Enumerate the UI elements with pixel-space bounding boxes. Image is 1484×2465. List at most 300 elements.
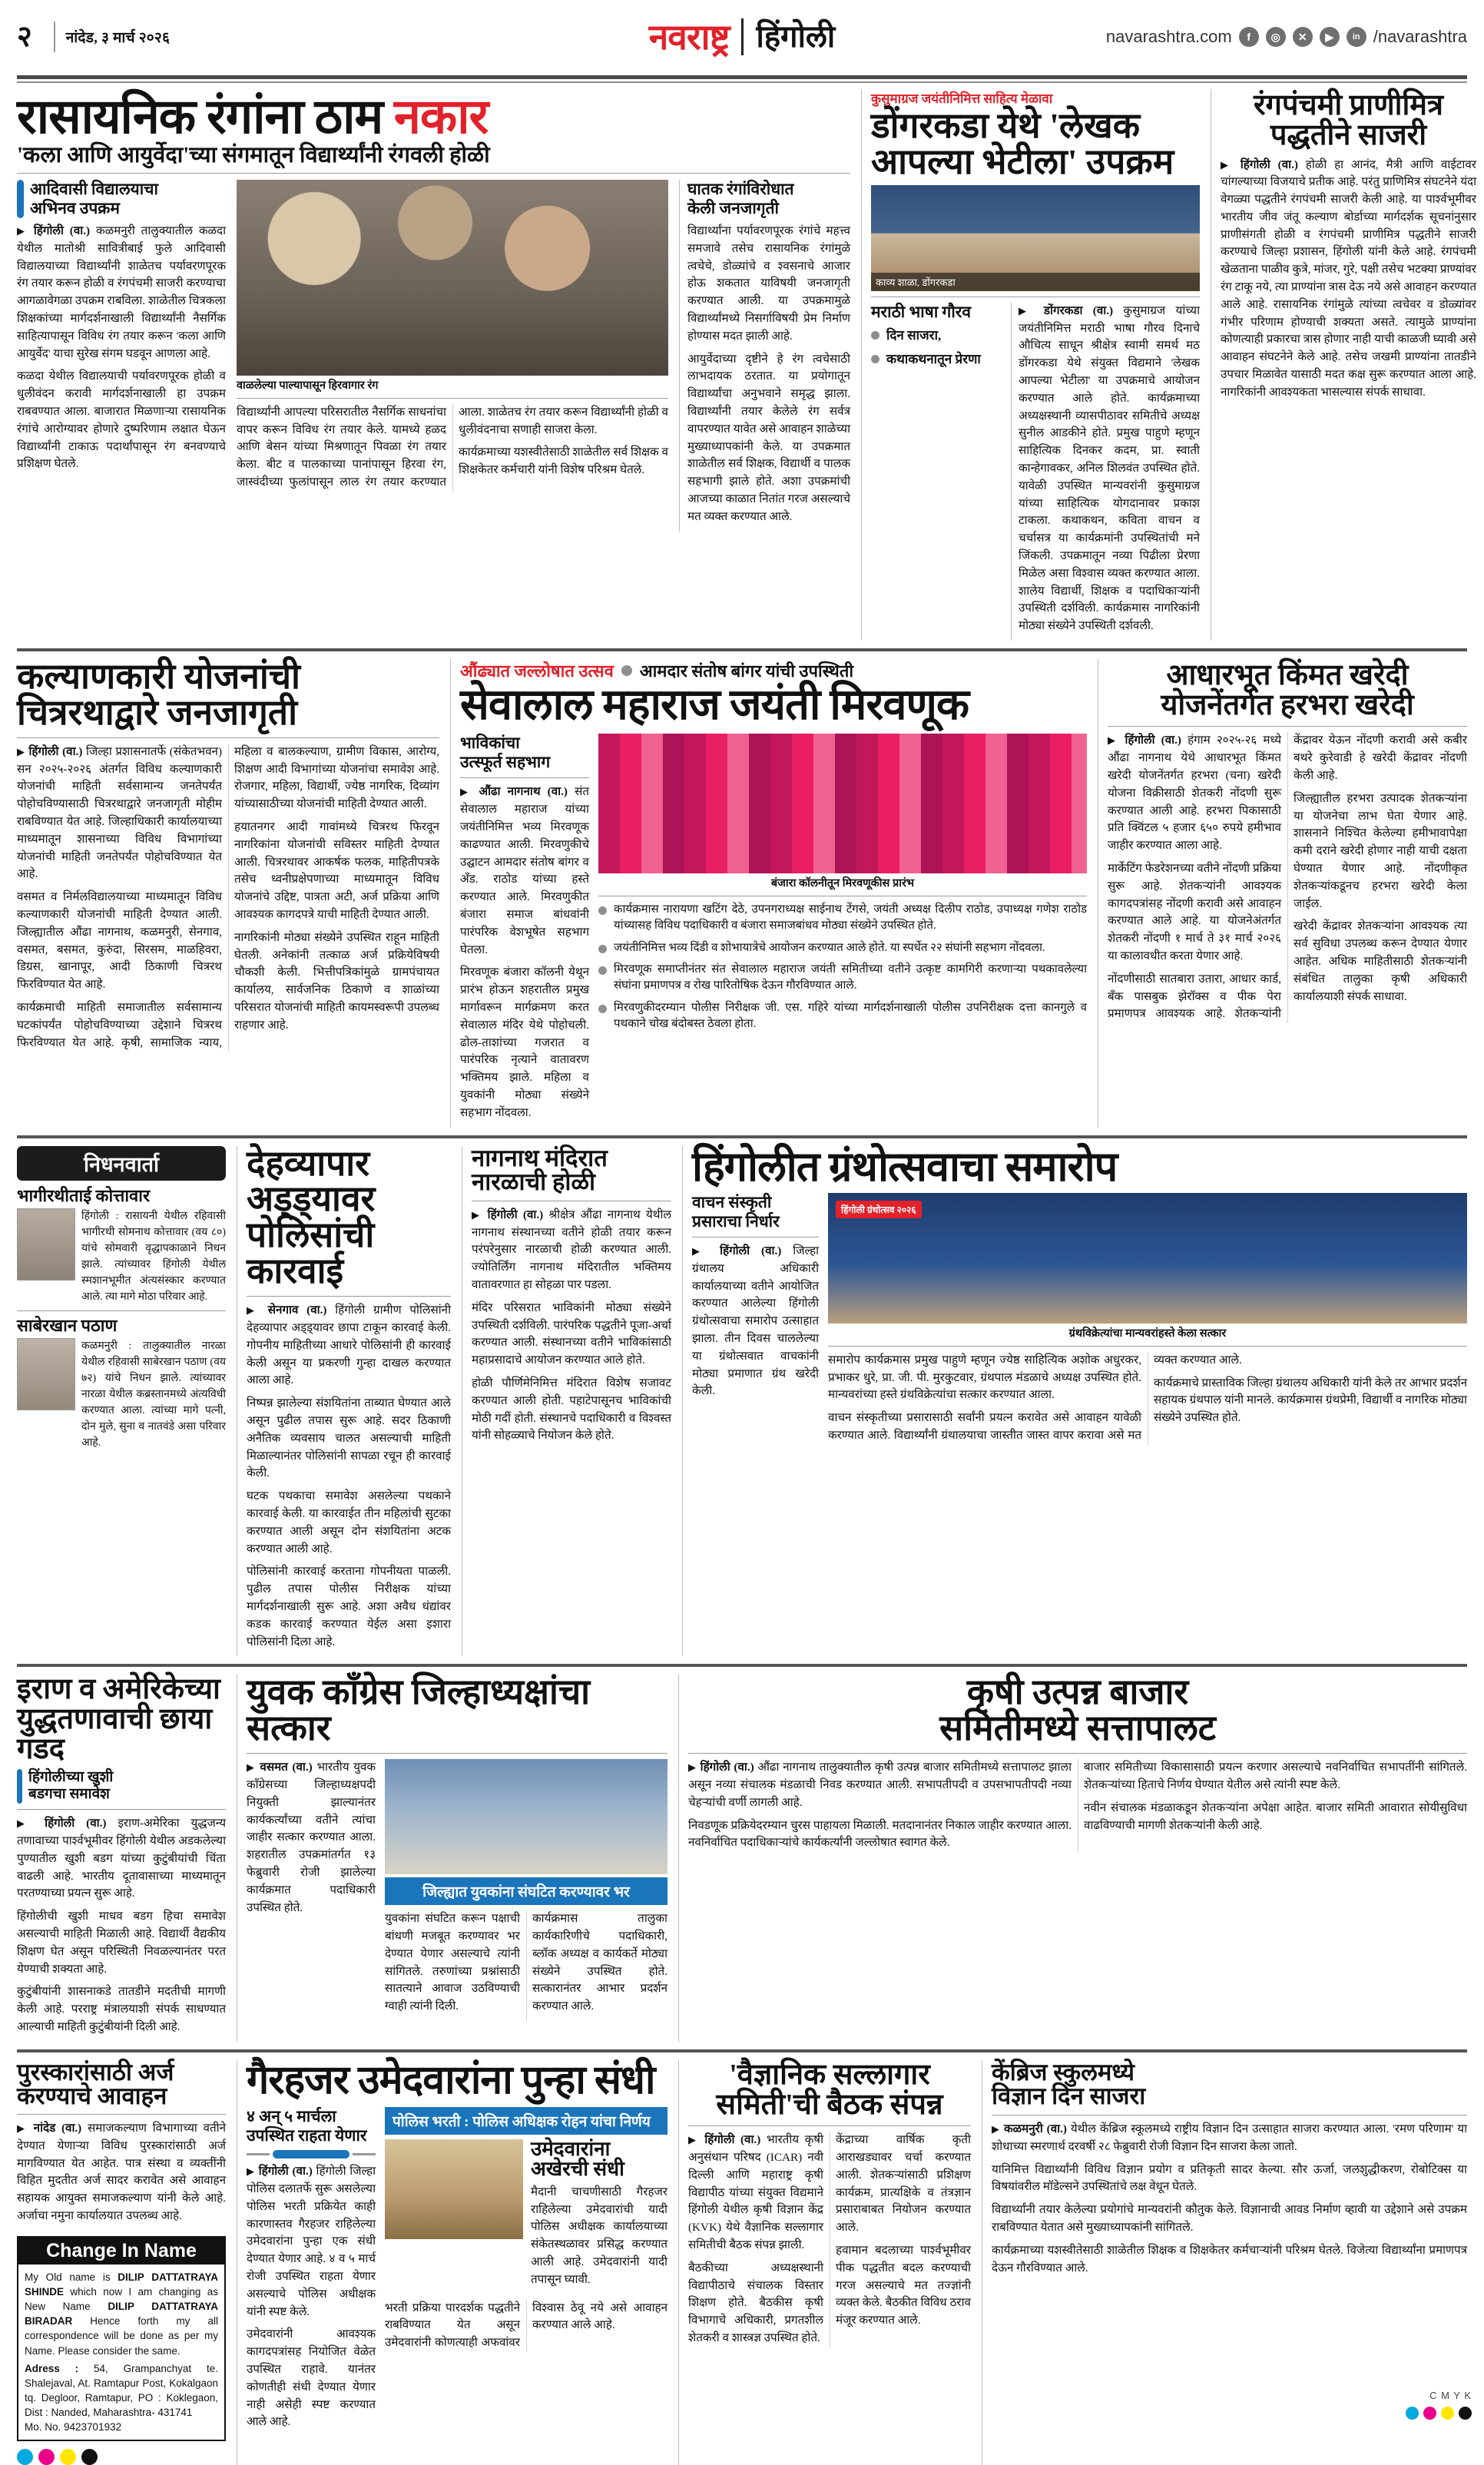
second-band (11, 656, 1473, 1128)
dehvyapar-rule (247, 1296, 451, 1297)
gairhajar-bottom-body (385, 2300, 667, 2352)
gairhajar-p2: उमेदवारांनी आवश्यक कागदपत्रांसह नियोजित वेळेत उपस्थित राहावे. यानंतर कोणतीही संधी देण्यात येणार नाही असेही स्पष्ट करण्यात आले आहे. (247, 2328, 376, 2429)
lead-body-p1: कळमनुरी तालुक्यातील कळदा येथील मातोश्री सावित्रीबाई फुले आदिवासी विद्यालयाच्या विद्यार्थ्यांनी शाळेतच पर्यावरणपूरक रंग तयार करून होळी व रंगपंचमी साजरी करण्याचा आगळावेगळा उपक्रम राबविला. शाळेतील चित्रकला शिक्षकांच्या मार्गदर्शनाखाली विद्यार्थ्यांनी नैसर्गिक साहित्यापासून विविध रंग तयार करून 'कला आणि आयुर्वेद' याचा सुरेख संगम घडवून आणला आहे. (17, 224, 227, 360)
yuvak-congress-headline: युवक काँग्रेस जिल्हाध्यक्षांचा सत्कार (247, 1672, 591, 1748)
obituary-content (17, 1208, 226, 1305)
krushi-rule (688, 1753, 1467, 1754)
krushi-body (688, 1759, 1467, 1852)
puraskar-body (17, 2120, 226, 2225)
third-band (11, 1143, 1473, 1657)
harbhara-headline (1108, 658, 1467, 721)
gairhajar-dek (247, 2107, 376, 2145)
granthotsav-banner: हिंगोली ग्रंथोत्सव २०२६ (836, 1201, 922, 1218)
yuvak-congress-text-col (247, 1759, 376, 2021)
cmyk-registration-marks (17, 2449, 226, 2465)
gairhajar-right (385, 2107, 667, 2437)
iran-headline-line1: इराण व अमेरिकेच्या (17, 1673, 220, 1706)
band-divider-1 (17, 648, 1467, 651)
cmyk-letters: C M Y K (1429, 2390, 1472, 2401)
linkedin-icon[interactable]: in (1347, 27, 1366, 47)
yuvak-congress-p1: भारतीय युवक काँग्रेसच्या जिल्हाध्यक्षपदी नियुक्ती झाल्यानंतर कार्यकर्त्यांच्या वतीने त्यांचा जाहीर सत्कार करण्यात आला. शहरातील उपक्रमांतर्गत १३ फेब्रुवारी रोजी झालेल्या कार्यक्रमात पदाधिकारी उपस्थित होते. (247, 1761, 376, 1914)
chitrarath-rule (17, 737, 439, 738)
lead-subhead: 'कला आणि आयुर्वेदा'च्या संगमातून विद्यार्थ्यांनी रंगवली होळी (17, 143, 490, 168)
iran-dek-block (17, 1769, 226, 1804)
story-cambridge (982, 2060, 1467, 2465)
instagram-icon[interactable]: ◎ (1266, 27, 1286, 47)
sevalal-photo-caption: बंजारा कॉलनीतून मिरवणूकीस प्रारंभ (770, 877, 915, 890)
youth-congress-felicitation-photo (385, 1759, 667, 1874)
dehvyapar-p1: हिंगोली ग्रामीण पोलिसांनी देहव्यापार अड्ड्यावर छापा टाकून कारवाई केली. गोपनीय माहितीच्या आधारे पोलिसांनी ही कारवाई केली असून या प्रकरणी गुन्हा दाखल करण्यात आला आहे. (247, 1304, 452, 1387)
gairhajar-p3: मैदानी चाचणीसाठी गैरहजर राहिलेल्या उमेदवारांची यादी पोलिस अधीक्षक कार्यालयाच्या संकेतस्थळावर प्रसिद्ध करण्यात आली आहे. उमेदवारांनी यादी तपासून घ्यावी. (531, 2185, 667, 2286)
lead-rule (17, 173, 850, 174)
dongarkada-photo-caption: काव्य शाळा, डोंगरकडा (871, 273, 1200, 291)
masthead-rule-thin (17, 81, 1467, 83)
lead-body-p4: कार्यक्रमाच्या यशस्वीतेसाठी शाळेतील सर्व शिक्षक व शिक्षकेतर कर्मचारी यांनी विशेष परिश्रम घेतले. (459, 446, 668, 477)
yuvak-congress-byline: वसमत (वा.) (260, 1761, 313, 1774)
lead-mid-dek-line1: घातक रंगांविरोधात (687, 179, 794, 198)
chitrarath-p3: कार्यक्रमाची माहिती समाजातील सर्वसामान्य घटकांपर्यंत पोहोचविण्याच्या उद्देशाने चित्ररथ फिरविण्यात येत आहे. कृषी, सामाजिक न्याय, महिला व बालकल्याण, ग्रामीण विकास, आरोग्य, शिक्षण आदी विभागांच्या योजनांचा समावेश आहे. रोजगार, महिला, विद्यार्थी, ज्येष्ठ नागरिक, दिव्यांग यांच्यासाठीच्या योजनांची माहिती देण्यात आली. (17, 744, 439, 1049)
obituary-portrait-photo (17, 1208, 75, 1281)
cmyk-registration-marks-right (1406, 2407, 1472, 2420)
vaidnyanik-byline: हिंगोली (वा.) (704, 2133, 761, 2147)
vaidnyanik-headline-line2: समिती'ची बैठक संपन्न (716, 2088, 943, 2121)
iran-dek-line1: हिंगोलीच्या खुशी (28, 1768, 114, 1785)
puraskar-byline: नांदेड (वा.) (33, 2121, 82, 2135)
vaidnyanik-headline (688, 2060, 971, 2120)
byline-triangle-icon: ▶ (692, 1245, 709, 1257)
magenta-dot-icon (1423, 2407, 1436, 2420)
granthotsav-photo-rule (828, 1346, 1467, 1347)
story-chitrarath (17, 656, 439, 1128)
dongarkada-body-p1: कुसुमाग्रज यांच्या जयंतीनिमित्त मराठी भाषा गौरव दिनाचे औचित्य साधून श्रीक्षेत्र स्वामी समर्थ मठ डोंगरकडा येथे संयुक्त विद्यमाने 'लेखक आपल्या भेटीला' या उपक्रमाचे आयोजन करण्यात आले होते. कार्यक्रमाच्या अध्यक्षस्थानी व्यासपीठावर समितीचे अध्यक्ष सुनील आडकीने होते. प्रमुख पाहुणे म्हणून साहित्यिक दिनकर कदम, प्रा. स्वाती कान्हेगावकर, अनिल शिलवंत उपस्थित होते. यावेळी उपस्थित मान्यवरांनी कुसुमाग्रज यांच्या साहित्यिक योगदानावर प्रकाश टाकला. कथाकथन, कविता वाचन व चर्चासत्र या कार्यक्रमांनी उपस्थितांची मने जिंकली. उपक्रमातून नव्या पिढीला प्रेरणा मिळेल असा विश्वास व्यक्त करण्यात आला. शालेय विद्यार्थी, शिक्षक व पदाधिकाऱ्यांनी उपस्थिती दर्शविली. कार्यक्रमास नागरिकांनी मोठ्या संख्येने उपस्थिती दर्शवली. (1019, 303, 1201, 633)
iran-p1: इराण-अमेरिका युद्धजन्य तणावाच्या पार्श्वभूमीवर हिंगोली येथील अडकलेल्या पुण्यातील खुशी बडग यांच्या कुटुंबीयांची चिंता वाढली आहे. भारतीय दूतावासाच्या माध्यमातून परतण्याच्या प्रयत्न सुरू आहे. (17, 1817, 227, 1900)
lead-byline: हिंगोली (वा.) (33, 224, 91, 238)
byline-triangle-icon: ▶ (1108, 734, 1119, 747)
vaidnyanik-rule (688, 2125, 971, 2126)
rangpanchami-headline-line2: पद्धतीने साजरी (1270, 118, 1427, 151)
gairhajar-row (247, 2107, 667, 2437)
dongarkada-dek: मराठी भाषा गौरव (871, 302, 972, 321)
obituary-name: भागीरथीताई कोत्तावार (17, 1185, 150, 1205)
iran-dek (28, 1769, 113, 1804)
dehvyapar-byline: सेनगाव (वा.) (267, 1304, 327, 1317)
iran-rule (17, 1809, 226, 1810)
sevalal-right-col (598, 734, 1087, 1128)
harbhara-p4: जिल्ह्यातील हरभरा उत्पादक शेतकऱ्यांना या योजनेचा लाभ घेता येणार आहे. शासनाने निश्चित केलेल्या हमीभावापेक्षा कमी दराने खरेदी होणार नाही याची दक्षता घेण्यात येणार आहे. नोंदणीकृत शेतकऱ्यांकडूनच हरभरा खरेदी केला जाईल. (1294, 791, 1467, 910)
nagnath-body (472, 1207, 671, 1445)
magenta-dot-icon (38, 2449, 55, 2465)
band-divider-4 (17, 2049, 1467, 2053)
dongarkada-headline-line1: डोंगरकडा येथे 'लेखक (871, 106, 1141, 145)
cambridge-body (992, 2121, 1467, 2277)
fourth-band (11, 1672, 1473, 2041)
lead-body-p2: कळदा येथील विद्यालयाची पर्यावरणपूरक होळी व धुलीवंदन करावी मार्गदर्शनाखाली हा उपक्रम राबवण्यात आला. बाजारात मिळणाऱ्या रासायनिक रंगांचे आरोग्यावर होणारे दुष्परिणाम लक्षात घेऊन विद्यार्थ्यांनी टाकाऊ पदार्थांपासून रंग बनवण्याचे प्रशिक्षण घेतले. (17, 369, 226, 471)
lead-dek-block (17, 180, 226, 218)
change-in-name-title: Change In Name (18, 2238, 224, 2265)
chitrarath-body (17, 744, 439, 1052)
list-item: मिरवणुकीदरम्यान पोलीस निरीक्षक जी. एस. गहिरे यांच्या मार्गदर्शनाखाली पोलीस उपनिरीक्षक दत्ता कानगुले व पथकाने चोख बंदोबस्त ठेवला होता. (598, 1000, 1087, 1033)
lead-body-col1 (17, 223, 226, 473)
puraskar-p1: समाजकल्याण विभागाच्या वतीने देण्यात येणाऱ्या विविध पुरस्कारांसाठी अर्ज मागविण्यात येत आहेत. पात्र संस्था व व्यक्तींनी विहित मुदतीत अर्ज सादर करावेत असे आवाहन सहायक आयुक्त समाजकल्याण यांनी केले आहे. अर्जाचा नमुना कार्यालयात उपलब्ध आहे. (17, 2121, 227, 2222)
chitrarath-byline: हिंगोली (वा.) (28, 744, 83, 758)
sevalal-p1: संत सेवालाल महाराज यांच्या जयंतीनिमित्त भव्य मिरवणूक काढण्यात आली. मिरवणुकीचे उद्घाटन आमदार संतोष बांगर व अँड. राठोड यांच्या हस्ते करण्यात आले. मिरवणुकीत बंजारा समाज बांधवांनी पारंपरिक वेशभूषेत सहभाग घेतला. (460, 785, 590, 956)
nagnath-p1: श्रीक्षेत्र औंढा नागनाथ येथील नागनाथ संस्थानच्या वतीने होळी तयार करून परंपरेनुसार नारळाची होळी करण्यात आली. ज्योतिर्लिंग नागनाथ मंदिरातील भक्तिमय वातावरणात हा सोहळा पार पडला. (472, 1208, 672, 1291)
gairhajar-p4: भरती प्रक्रिया पारदर्शक पद्धतीने राबविण्यात येत असून उमेदवारांनी कोणत्याही अफवांवर विश्वास ठेवू नये असे आवाहन करण्यात आले आहे. (385, 2301, 667, 2350)
sevalal-dek-line1: भाविकांचा (460, 734, 520, 753)
gairhajar-banner: पोलिस भरती : पोलिस अधिक्षक रोहन यांचा निर्णय (385, 2107, 667, 2135)
change-in-name-body (18, 2265, 224, 2440)
gairhajar-byline: हिंगोली (वा.) (258, 2165, 313, 2178)
gairhajar-p1: हिंगोली जिल्हा पोलिस दलातर्फे सुरू असलेल्या पोलिस भरती प्रक्रियेत काही कारणास्तव गैरहजर राहिलेल्या उमेदवारांना पुन्हा एक संधी देण्यात येणार आहे. ४ व ५ मार्च रोजी उपस्थित राहता येणार असल्याचे पोलिस अधीक्षक यांनी स्पष्ट केले. (247, 2165, 376, 2318)
byline-triangle-icon: ▶ (247, 1761, 256, 1774)
rangpanchami-headline-line1: रंगपंचमी प्राणीमित्र (1253, 89, 1444, 121)
top-band (11, 89, 1477, 641)
lead-col-1 (17, 180, 226, 532)
cambridge-headline (992, 2060, 1467, 2109)
chitrarath-p5: नागरिकांनी मोठ्या संख्येने उपस्थित राहून माहिती घेतली. अनेकांनी तत्काळ अर्ज प्रक्रियेविषयी चौकशी केली. भित्तीपत्रिकांमुळे ग्रामपंचायत कार्यालय, सार्वजनिक ठिकाणे व शाळांच्या परिसरात योजनांची माहिती कायमस्वरूपी उपलब्ध राहणार आहे. (234, 930, 439, 1032)
dehvyapar-p4: पोलिसांनी कारवाई करताना गोपनीयता पाळली. पुढील तपास पोलीस निरीक्षक यांच्या मार्गदर्शनाखाली सुरू आहे. अशा अवैध धंद्यांवर कडक कारवाई करण्यात येईल असा इशारा पोलिसांनी दिला आहे. (247, 1565, 451, 1648)
byline-triangle-icon: ▶ (460, 786, 472, 798)
vaidnyanik-p3: केंद्राच्या वार्षिक कृती आराखड्यावर चर्चा करण्यात आली. शेतकऱ्यांसाठी प्रशिक्षण कार्यक्रम, प्रात्यक्षिके व तंत्रज्ञान प्रसाराबाबत नियोजन करण्यात आले. (836, 2133, 971, 2235)
obituary-portrait-photo-2 (17, 1338, 75, 1410)
krushi-headline-line2: समितीमध्ये सत्तापालट (939, 1708, 1216, 1748)
band-divider-2 (17, 1135, 1467, 1138)
lead-dek-line1: आदिवासी विद्यालयाचा (30, 179, 158, 198)
story-granthotsav (682, 1143, 1467, 1657)
granthotsav-p3: वाचन संस्कृतीच्या प्रसारासाठी सर्वांनी प्रयत्न करावेत असे आवाहन यावेळी करण्यात आले. विद्यार्थ्यांनी ग्रंथालयाचा जास्तीत जास्त वापर करावा असे मत व्यक्त करण्यात आले. (828, 1353, 1242, 1442)
yuvak-congress-photo-col (385, 1759, 667, 2021)
granthotsav-headline: हिंगोलीत ग्रंथोत्सवाचा समारोप (692, 1143, 1118, 1190)
lead-mid-p2: आयुर्वेदाच्या दृष्टीने हे रंग त्वचेसाठी लाभदायक ठरतात. या प्रयोगातून विद्यार्थ्यांचा अनुभवाने समृद्ध झाला. विद्यार्थ्यांनी तयार केलेले रंग सर्वत्र वापरण्यात यावेत असे आवाहन शाळेच्या मुख्याध्यापकांनी केले. या उपक्रमात शाळेतील सर्व शिक्षक, विद्यार्थी व पालक सहभागी झाले होते. अशा उपक्रमांची आजच्या काळात नितांत गरज असल्याचे मत व्यक्त करण्यात आले. (687, 352, 850, 523)
masthead-divider (54, 22, 55, 52)
list-item: जयंतीनिमित्त भव्य दिंडी व शोभायात्रेचे आयोजन करण्यात आले होते. या स्पर्धेत २२ संघांनी सहभाग नोंदवला. (598, 940, 1087, 956)
youtube-icon[interactable]: ▶ (1320, 27, 1340, 47)
dongarkada-body-row (871, 303, 1200, 641)
sevalal-kicker: औंढ्यात जल्लोषात उत्सव (460, 661, 614, 681)
story-nagnath (462, 1146, 671, 1657)
krushi-p2: निवडणूक प्रक्रियेदरम्यान चुरस पाहायला मिळाली. मतदानानंतर निकाल जाहीर करण्यात आला. नवनिर्वाचित पदाधिकाऱ्यांचे कार्यकर्त्यांनी जल्लोषात स्वागत केले. (688, 1818, 1072, 1850)
puraskar-rule (17, 2114, 226, 2115)
dongarkada-headline (871, 108, 1200, 181)
story-dehvyapar (237, 1143, 452, 1657)
obituary-item (17, 1187, 226, 1305)
book-festival-dais-photo (828, 1193, 1467, 1324)
granthotsav-p1: जिल्हा ग्रंथालय अधिकारी कार्यालयाच्या वतीने आयोजित करण्यात आलेल्या हिंगोली ग्रंथोत्सवाचा समारोप उत्साहात झाला. तीन दिवस चाललेल्या या ग्रंथोत्सवात वाचकांनी मोठ्या प्रमाणात ग्रंथ खरेदी केली. (692, 1244, 820, 1398)
lead-dek-line2: अभिनव उपक्रम (30, 198, 120, 217)
sevalal-left-col (460, 734, 589, 1128)
granthotsav-right (828, 1193, 1467, 1445)
yellow-dot-icon (60, 2449, 76, 2465)
krushi-headline (688, 1672, 1467, 1748)
granthotsav-row (692, 1193, 1467, 1445)
sevalal-kicker-row (460, 659, 1087, 682)
harbhara-headline-line2: योजनेंतर्गत हरभरा खरेदी (1161, 688, 1414, 721)
dongarkada-body (1012, 303, 1200, 635)
byline-triangle-icon: ▶ (1019, 304, 1034, 316)
story-gairhajar (237, 2060, 667, 2465)
cambridge-p1: येथील केंब्रिज स्कूलमध्ये राष्ट्रीय विज्ञान दिन उत्साहात साजरा करण्यात आला. 'रमण परिणाम' या शोधाच्या स्मरणार्थ दरवर्षी २८ फेब्रुवारी रोजी विज्ञान दिन साजरा केला जातो. (992, 2122, 1468, 2153)
lead-caption-rule (237, 398, 668, 399)
byline-triangle-icon: ▶ (992, 2122, 1001, 2135)
iran-headline (17, 1675, 226, 1764)
gairhajar-sub-body (531, 2184, 667, 2289)
nagnath-p3: होळी पौर्णिमेनिमित्त मंदिरात विशेष सजावट करण्यात आली होती. पहाटेपासूनच भाविकांची मोठी गर्दी होती. संस्थानचे पदाधिकारी व विश्वस्त यांनी सोहळ्याचे नियोजन केले होते. (472, 1376, 671, 1443)
obituary-name: साबेरखान पठाण (17, 1315, 118, 1335)
obituary-text: हिंगोली : रासायनी येथील रहिवासी भागीरथी सोमनाथ कोत्तावार (वय ८०) यांचे सोमवारी वृद्धापकाळाने निधन झाले. त्यांच्यावर हिंगोली येथील स्मशानभूमीत अंत्यसंस्कार करण्यात आले. त्या मागे मोठा परिवार आहे. (81, 1210, 226, 1303)
nagnath-headline-line2: नारळाची होळी (472, 1168, 596, 1196)
iran-body (17, 1815, 226, 2036)
sevalal-maharaj-procession-photo (598, 734, 1087, 873)
dongarkada-kicker: कुसुमाग्रज जयंतीनिमित्त साहित्य मेळावा (871, 91, 1053, 106)
lead-headline-accent: नकार (393, 90, 489, 144)
harbhara-body (1108, 732, 1467, 1023)
iran-p3: कुटुंबीयांनी शासनाकडे तातडीने मदतीची मागणी केली आहे. परराष्ट्र मंत्रालयाशी संपर्क साधण्यात आल्याची माहिती कुटुंबीयांनी दिली आहे. (17, 1985, 226, 2033)
rangpanchami-headline (1221, 91, 1476, 151)
dek-accent-bar (17, 1769, 22, 1804)
sevalal-dek (460, 734, 589, 772)
story-krushi (678, 1672, 1467, 2041)
lead-body-col2 (237, 404, 668, 492)
sevalal-dek-rule (460, 777, 589, 778)
gairhajar-dek-line1: ४ अन् ५ मार्चला (247, 2106, 336, 2125)
rangpanchami-body (1221, 157, 1476, 402)
fifth-band (11, 2060, 1473, 2465)
lead-body-p3: विद्यार्थ्यांनी आपल्या परिसरातील नैसर्गिक साधनांचा वापर करून विविध रंग तयार केले. यामध्ये हळद आणि बेसन यांच्या मिश्रणातून पिवळा रंग तयार केला. बीट व पालकाच्या पानांपासून हिरवा रंग, जास्वंदीच्या फुलांपासून लाल रंग तयार करण्यात आला. शाळेतच रंग तयार करून विद्यार्थ्यांनी होळी व धुलीवंदनाचा सणाही साजरा केला. (237, 405, 668, 489)
dateline: नांदेड, ३ मार्च २०२६ (65, 30, 171, 46)
bottom-left-column (17, 2060, 226, 2465)
dongarkada-bullets (871, 326, 1003, 369)
dongarkada-dek-col (871, 303, 1003, 641)
byline-triangle-icon: ▶ (688, 2134, 699, 2146)
story-harbhara (1098, 659, 1467, 1128)
gairhajar-left (247, 2107, 376, 2437)
yuvak-congress-p2: युवकांना संघटित करून पक्षाची बांधणी मजबूत करण्यावर भर देण्यात येणार असल्याचे त्यांनी सांगितले. तरुणांच्या प्रश्नांसाठी सातत्याने आवाज उठविण्याची ग्वाही त्यांनी दिली. (385, 1912, 520, 2013)
lead-mid-dek-line2: केली जनजागृती (687, 198, 779, 217)
gairhajar-sub-col (531, 2139, 667, 2294)
yuvak-congress-row (247, 1759, 667, 2021)
yellow-dot-icon (1441, 2407, 1454, 2420)
cin-line2: which now I am changing as New Name (25, 2285, 218, 2313)
iran-byline: हिंगोली (वा.) (45, 1817, 107, 1831)
byline-triangle-icon: ▶ (247, 2165, 255, 2178)
black-dot-icon (1459, 2407, 1472, 2420)
lead-body-row (17, 180, 850, 532)
puraskar-headline-line1: पुरस्कारांसाठी अर्ज (17, 2058, 174, 2086)
masthead-rule-thick (17, 75, 1467, 79)
yuvak-congress-body-left (247, 1759, 376, 1917)
cin-old-name: DILIP DATTATRAYA SHINDE (25, 2271, 219, 2298)
list-item: कार्यक्रमास नारायणा खटिंग देठे, उपनगराध्यक्ष साईनाथ टेंगसे, जयंती अध्यक्ष दिलीप राठोड, उपाध्यक्ष गणेश राठोड यांच्यासह विविध पदाधिकारी व बंजारा समाजबांधव मोठ्या संख्येने उपस्थित होते. (598, 902, 1087, 935)
dehvyapar-headline-line2: पोलिसांची कारवाई (247, 1215, 375, 1291)
list-item: कथाकथनातून प्रेरणा (871, 350, 1003, 369)
iran-p2: हिंगोलीची खुशी माधव बडग हिचा समावेश असल्याची माहिती मिळाली आहे. विद्यार्थी वैद्यकीय शिक्षण घेत असून परिस्थिती निवळल्यानंतर परत येण्याची शक्यता आहे. (17, 1910, 226, 1976)
sevalal-dek-line2: उत्स्फूर्त सहभाग (460, 753, 551, 772)
cin-address-label: Adress : (25, 2362, 79, 2374)
lead-photo-caption: वाळलेल्या पाल्यापासून हिरवागार रंग (237, 379, 379, 392)
sevalal-left-body (460, 784, 589, 1122)
vaidnyanik-p2: बैठकीच्या अध्यक्षस्थानी विद्यापीठाचे संचालक विस्तार शिक्षण होते. बैठकीस कृषी विभागाचे अधिकारी, प्रगतशील शेतकरी व शास्त्रज्ञ उपस्थित होते. (688, 2261, 823, 2345)
harbhara-byline: हिंगोली (वा.) (1125, 734, 1181, 747)
x-twitter-icon[interactable]: ✕ (1293, 27, 1313, 47)
cambridge-p3: विद्यार्थ्यांनी तयार केलेल्या प्रयोगांचे मान्यवरांनी कौतुक केले. विज्ञानाची आवड निर्माण व्हावी या उद्देशाने असे उपक्रम राबविण्यात येतात असे मुख्याध्यापकांनी सांगितले. (992, 2203, 1467, 2234)
chitrarath-headline (17, 656, 439, 732)
masthead-left (17, 22, 649, 52)
social-handle: /navarashtra (1373, 27, 1468, 46)
granthotsav-dek (692, 1193, 819, 1231)
dehvyapar-headline-line1: देहव्यापार अड्ड्यावर (247, 1143, 376, 1219)
cin-line1: My Old name is (25, 2271, 118, 2283)
byline-triangle-icon: ▶ (17, 745, 25, 757)
dongarkada-headline-line2: आपल्या भेटीला' उपक्रम (871, 141, 1174, 181)
lead-mid-dek (687, 180, 850, 218)
cyan-dot-icon (17, 2449, 33, 2465)
puraskar-headline (17, 2060, 226, 2109)
lead-headline-main: रासायनिक रंगांना ठाम (17, 90, 394, 144)
story-rangpanchami (1211, 89, 1476, 641)
gairhajar-left-body (247, 2163, 376, 2431)
list-item: दिन साजरा, (871, 326, 1003, 345)
masthead-brand (649, 18, 836, 55)
obituary-content (17, 1338, 226, 1451)
chitrarath-p2: वसमत व निर्मलविद्यालयाच्या माध्यमातून विविध कल्याणकारी योजनांची माहिती देण्यात आली. जिल्ह्यातील औंढा नागनाथ, कळमनुरी, सेनगाव, वसमत, बसमत, कुरुंदा, सिरसम, माळहिवरा, डिग्रस, खानापूर, आदी ठिकाणी चित्ररथ फिरविण्यात येत आहे. (17, 890, 222, 992)
website-url[interactable]: navarashtra.com (1105, 27, 1232, 46)
granthotsav-p4: कार्यक्रमाचे प्रास्ताविक जिल्हा ग्रंथालय अधिकारी यांनी केले तर आभार प्रदर्शन सहायक ग्रंथपाल यांनी मानले. कार्यक्रमास ग्रंथप्रेमी, विद्यार्थी व नागरिक मोठ्या संख्येने उपस्थित होते. (1154, 1376, 1467, 1425)
facebook-icon[interactable]: f (1239, 27, 1259, 47)
krushi-p4: नवीन संचालक मंडळाकडून शेतकऱ्यांना अपेक्षा आहेत. बाजार समिती आवारात सोयीसुविधा वाढविण्याची मागणी शेतकऱ्यांनी केली आहे. (1084, 1801, 1467, 1832)
cambridge-byline: कळमनुरी (वा.) (1003, 2122, 1067, 2135)
story-sevalal (450, 659, 1087, 1128)
sevalal-p2: मिरवणूक बंजारा कॉलनी येथून प्रारंभ होऊन शहरातील प्रमुख मार्गावरून मार्गक्रमण करत सेवालाल मंदिर येथे पोहोचली. ढोल-ताशांच्या गजरात व पारंपरिक नृत्याने वातावरण भक्तिमय झाले. महिला व युवकांनी मोठ्या संख्येने सहभाग नोंदवला. (460, 966, 589, 1119)
sevalal-byline: औंढा नागनाथ (वा.) (479, 785, 568, 799)
dehvyapar-p2: निष्पन्न झालेल्या संशयितांना ताब्यात घेण्यात आले असून पुढील तपास सुरू आहे. सदर ठिकाणी अनैतिक व्यवसाय चालत असल्याची माहिती मिळाल्यानंतर पोलिसांनी सापळा रचून ही कारवाई केली. (247, 1397, 451, 1480)
krushi-headline-line1: कृषी उत्पन्न बाजार (966, 1672, 1189, 1712)
sevalal-row (460, 734, 1087, 1128)
lead-mid-body (687, 223, 850, 526)
page-number: २ (17, 21, 32, 53)
cin-address: 54, Grampanchyat te. Shalejaval, At. Ramtapur Post, Kokalgaon tq. Degloor, Ramtapur, PO : Koklegaon, Dist : Nanded, Maharashtra- 431741 (25, 2362, 218, 2419)
rangpanchami-body-p1: होळी हा आनंद, मैत्री आणि वाईटावर चांगल्याच्या विजयाचे प्रतीक आहे. परंतु प्राणिमित्र संघटनेने यंदा वेगळ्या पद्धतीने रंगपंचमी साजरी केली आहे. या पार्श्वभूमीवर भारतीय जीव जंतू कल्याण बोर्डाच्या मार्गदर्शक सूचनांनुसार प्राणीसंगती होळी व रंगपंचमी प्राणीमित्र पद्धतीने साजरी करण्याचे जिल्हा प्रशासन, हिंगोली यांनी केले आहे. रंगपंचमी खेळताना पाळीव कुत्रे, मांजर, गुरे, पक्षी तसेच भटक्या प्राण्यांवर रंग टाकू नये, त्या प्राण्यांना त्रास देऊ नये असे आवाहन करण्यात आले आहे. रासायनिक रंगांमुळे त्यांच्या त्वचेवर व डोळ्यांवर गंभीर परिणाम होण्याची शक्यता असते. त्यामुळे प्राण्यांना कोणत्याही प्रकारचा त्रास होणार नाही याची काळजी घ्यावी असे आवाहन संघटनेने केले आहे. तसेच जखमी प्राण्यांना तातडीने उपचार मिळावेत यासाठी मदत कक्ष सुरू करण्यात आला आहे. नागरिकांनी आवश्यकता भासल्यास संपर्क साधावा. (1221, 157, 1477, 399)
nagnath-headline-line1: नागनाथ मंदिरात (472, 1144, 608, 1171)
cin-new-name: DILIP DATTATRAYA BIRADAR (25, 2301, 218, 2328)
gairhajar-photo-row (385, 2139, 667, 2294)
cambridge-p4: कार्यक्रमाच्या यशस्वीतेसाठी शाळेतील शिक्षक व शिक्षकेतर कर्मचाऱ्यांनी परिश्रम घेतले. विजेत्या विद्यार्थ्यांना प्रमाणपत्र देऊन गौरविण्यात आले. (992, 2243, 1467, 2274)
obituary-section (17, 1146, 226, 1657)
iran-dek-line2: बडगचा समावेश (28, 1786, 110, 1803)
yuvak-congress-p3: कार्यक्रमास तालुका कार्यकारिणीचे पदाधिकारी, ब्लॉक अध्यक्ष व कार्यकर्ते मोठ्या संख्येने उपस्थित होते. सत्कारानंतर आभार प्रदर्शन करण्यात आले. (532, 1912, 667, 2013)
harbhara-p3: नोंदणीसाठी सातबारा उतारा, आधार कार्ड, बँक पासबुक झेरॉक्स व पीक पेरा प्रमाणपत्र आवश्यक आहे. शेतकऱ्यांनी केंद्रावर येऊन नोंदणी करावी असे कबीर बथरे कुरेवाडी हे खरेदी केंद्रावर नोंदणी केली आहे. (1108, 734, 1467, 1021)
lead-col-3 (679, 180, 850, 532)
vaidnyanik-p4: हवामान बदलाच्या पार्श्वभूमीवर पीक पद्धतीत बदल करण्याची गरज असल्याचे मत तज्ज्ञांनी व्यक्त केले. बैठकीत विविध ठराव मंजूर करण्यात आले. (836, 2244, 971, 2328)
chitrarath-headline-line1: कल्याणकारी योजनांची (17, 656, 300, 696)
lead-dek (30, 180, 158, 218)
police-recruitment-documents-photo (385, 2139, 523, 2239)
lead-headline (17, 90, 850, 144)
cin-line3: Hence forth my all correspondence will be done as per my Name. Please consider the same. (25, 2315, 218, 2357)
dehvyapar-headline (247, 1143, 451, 1291)
byline-triangle-icon: ▶ (472, 1208, 482, 1221)
nagnath-headline (472, 1146, 671, 1194)
chitrarath-p1: जिल्हा प्रशासनातर्फे (संकेतभवन) सन २०२५-२०२६ अंतर्गत विविध कल्याणकारी योजनांची माहिती सर्वसामान्य जनतेपर्यंत पोहोचविण्यासाठी चित्ररथाद्वारे जनजागृती मोहीम राबविण्यात येत आहे. जिल्हाधिकारी कार्यालयाच्या माध्यमातून शासनाच्या विविध विभागांच्या योजनांची माहिती जनतेपर्यंत पोहोचविण्यात येत आहे. (17, 744, 223, 881)
nagnath-p2: मंदिर परिसरात भाविकांनी मोठ्या संख्येने उपस्थिती दर्शविली. पारंपरिक पद्धतीने पूजा-अर्चा करण्यात आली. संस्थानच्या वतीने भाविकांसाठी महाप्रसादाचे आयोजन करण्यात आले होते. (472, 1300, 671, 1367)
granthotsav-p2: समारोप कार्यक्रमास प्रमुख पाहुणे म्हणून ज्येष्ठ साहित्यिक अशोक अधुरकर, प्रभाकर धुरे, प्रा. जी. पी. मुरकुटवार, ग्रंथपाल मंडळाचे अध्यक्ष उपस्थित होते. मान्यवरांच्या हस्ते ग्रंथविक्रेत्यांचा सत्कार करण्यात आला. (828, 1353, 1141, 1402)
byline-triangle-icon: ▶ (247, 1304, 260, 1317)
gairhajar-accent-rule (247, 2150, 376, 2159)
obituary-item (17, 1317, 226, 1451)
edition-name: हिंगोली (756, 20, 836, 54)
bullet-dot-icon (621, 665, 632, 676)
harbhara-headline-line1: आधारभूत किंमत खरेदी (1166, 658, 1409, 691)
dehvyapar-body (247, 1302, 451, 1651)
change-in-name-ad (17, 2236, 226, 2442)
obituary-section-title: निधनवार्ता (17, 1146, 226, 1181)
dongarkada-text-col (1011, 303, 1200, 641)
granthotsav-byline: हिंगोली (वा.) (720, 1244, 782, 1258)
chitrarath-headline-line2: चित्ररथाद्वारे जनजागृती (17, 692, 298, 732)
dehvyapar-p3: घटक पथकाचा समावेश असलेल्या पथकाने कारवाई केली. या कारवाईत तीन महिलांची सुटका करण्यात आली असून दोन संशयितांना अटक करण्यात आली आहे. (247, 1489, 451, 1556)
band-divider-3 (17, 1664, 1467, 1667)
dongarkada-byline: डोंगरकडा (वा.) (1043, 303, 1114, 317)
harbhara-p1: हंगाम २०२५-२६ मध्ये औंढा नागनाथ येथे आधारभूत किंमत खरेदी योजनेंतर्गत हरभरा (चना) खरेदी योजना विक्रीसाठी शेतकरी नोंदणी सुरू करण्यात आली आहे. हरभरा पिकासाठी प्रति क्विंटल ५ हजार ६५० रुपये हमीभाव जाहीर करण्यात आला आहे. (1108, 734, 1282, 853)
lead-col-2 (237, 180, 668, 532)
cin-mobile: Mo. No. 9423701932 (25, 2421, 122, 2434)
list-item: मिरवणूक समाप्तीनंतर संत सेवालाल महाराज जयंती समितीच्या वतीने उत्कृष्ट कामगिरी करणाऱ्या पथकावलेल्या संघांना प्रमाणपत्र व रोख पारितोषिक देऊन गौरविण्यात आले. (598, 962, 1087, 995)
byline-triangle-icon: ▶ (1221, 158, 1234, 171)
dek-accent-bar (17, 180, 24, 218)
obituary-divider (17, 1310, 226, 1311)
rangpanchami-byline: हिंगोली (वा.) (1240, 157, 1298, 171)
story-dongarkada (861, 89, 1200, 641)
chitrarath-p4: हयातनगर आदी गावांमध्ये चित्ररथ फिरवून नागरिकांना योजनांची सविस्तर माहिती देण्यात आली. चित्ररथावर आकर्षक फलक, माहितीपत्रके तसेच ध्वनीप्रक्षेपणाच्या माध्यमातून विविध योजनांचे उद्दिष्ट, पात्रता अटी, अर्ज प्रक्रिया आणि आवश्यक कागदपत्रे याची माहिती देण्यात आली. (234, 820, 439, 921)
granthotsav-photo-caption: ग्रंथविक्रेत्यांचा मान्यवरांहस्ते केला सत्कार (1068, 1327, 1227, 1340)
nagnath-byline: हिंगोली (वा.) (487, 1208, 544, 1221)
navarashtra-logo: नवराष्ट्र (648, 17, 730, 57)
gairhajar-sub-headline: उमेदवारांना अखेरची संधी (531, 2137, 624, 2181)
students-making-natural-colors-photo (237, 180, 668, 376)
literary-gathering-group-photo (871, 185, 1200, 291)
byline-triangle-icon: ▶ (688, 1761, 697, 1774)
harbhara-rule (1108, 726, 1467, 727)
story-yuvak-congress (237, 1672, 667, 2041)
granthotsav-left-body (692, 1243, 819, 1400)
krushi-p3: बाजार समितीच्या विकासासाठी प्रयत्न करणार असल्याचे नवनिर्वाचित सभापतींनी सांगितले. शेतकऱ्यांच्या हिताचे निर्णय घेण्यात येतील असे त्यांनी स्पष्ट केले. (1084, 1761, 1467, 1791)
krushi-byline: हिंगोली (वा.) (700, 1761, 754, 1774)
vaidnyanik-body (688, 2132, 971, 2347)
iran-headline-line2: युद्धतणावाची छाया गडद (17, 1703, 213, 1765)
krushi-p1: औंढा नागनाथ तालुक्यातील कृषी उत्पन्न बाजार समितीमध्ये सत्तापालट झाला असून नव्या संचालक मंडळाची निवड करण्यात आली. सभापतीपदी व उपसभापतीपदी नव्या चेहऱ्यांची वर्णी लागली आहे. (688, 1761, 1072, 1809)
black-dot-icon (81, 2449, 98, 2465)
vaidnyanik-headline-line1: 'वैज्ञानिक सल्लागार (729, 2058, 930, 2091)
brand-divider (741, 18, 744, 55)
vaidnyanik-p1: भारतीय कृषी अनुसंधान परिषद (ICAR) नवी दिल्ली आणि महाराष्ट्र कृषी विद्यापीठ यांच्या संयुक्त विद्यमाने हिंगोली येथील कृषी विज्ञान केंद्र (KVK) येथे वैज्ञानिक सल्लागार समितीची बैठक संपन्न झाली. (688, 2133, 824, 2252)
yuvak-congress-rule (247, 1753, 667, 1754)
harbhara-p2: मार्केटिंग फेडरेशनच्या वतीने नोंदणी प्रक्रिया सुरू आहे. शेतकऱ्यांनी आवश्यक कागदपत्रांसह नोंदणी करावी असे आवाहन करण्यात आले आहे. या योजनेअंतर्गत शेतकरी नोंदणी १ मार्च ते ३१ मार्च २०२६ या कालावधीत करता येणार आहे. (1108, 862, 1281, 963)
granthotsav-body (828, 1352, 1467, 1445)
masthead-right (835, 27, 1467, 47)
granthotsav-left (692, 1193, 819, 1445)
byline-triangle-icon: ▶ (17, 2122, 28, 2134)
cambridge-p2: यानिमित्त विद्यार्थ्यांनी विविध विज्ञान प्रयोग व प्रतिकृती सादर केल्या. सौर ऊर्जा, जलशुद्धीकरण, रोबोटिक्स या विषयांवरील मॉडेल्सने उपस्थितांचे लक्ष वेधून घेतले. (992, 2162, 1467, 2194)
sevalal-headline: सेवालाल महाराज जयंती मिरवणूक (460, 681, 969, 729)
yuvak-congress-body (385, 1910, 667, 2021)
harbhara-p5: खरेदी केंद्रावर शेतकऱ्यांना आवश्यक त्या सर्व सुविधा उपलब्ध करून देण्यात येणार आहेत. अधिक माहितीसाठी शेतकऱ्यांनी संबंधित तालुका कृषी अधिकारी कार्यालयाशी संपर्क साधावा. (1294, 919, 1467, 1003)
gairhajar-dek-line2: उपस्थित राहता येणार (247, 2125, 367, 2145)
sevalal-presence-note: आमदार संतोष बांगर यांची उपस्थिती (639, 661, 854, 681)
story-iran (17, 1675, 226, 2041)
byline-triangle-icon: ▶ (17, 1817, 34, 1830)
cambridge-headline-line2: विज्ञान दिन साजरा (992, 2082, 1146, 2110)
masthead (11, 0, 1473, 74)
obituary-text: कळमनुरी : तालुक्यातील नारळा येथील रहिवासी साबेरखान पठाण (वय ७२) यांचे निधन झाले. त्यांच्यावर नारळा येथील कब्रस्तानमध्ये अंत्यविधी करण्यात आला. त्यांच्या मागे पत्नी, दोन मुले, सुना व नातवंडे असा परिवार आहे. (81, 1340, 226, 1449)
